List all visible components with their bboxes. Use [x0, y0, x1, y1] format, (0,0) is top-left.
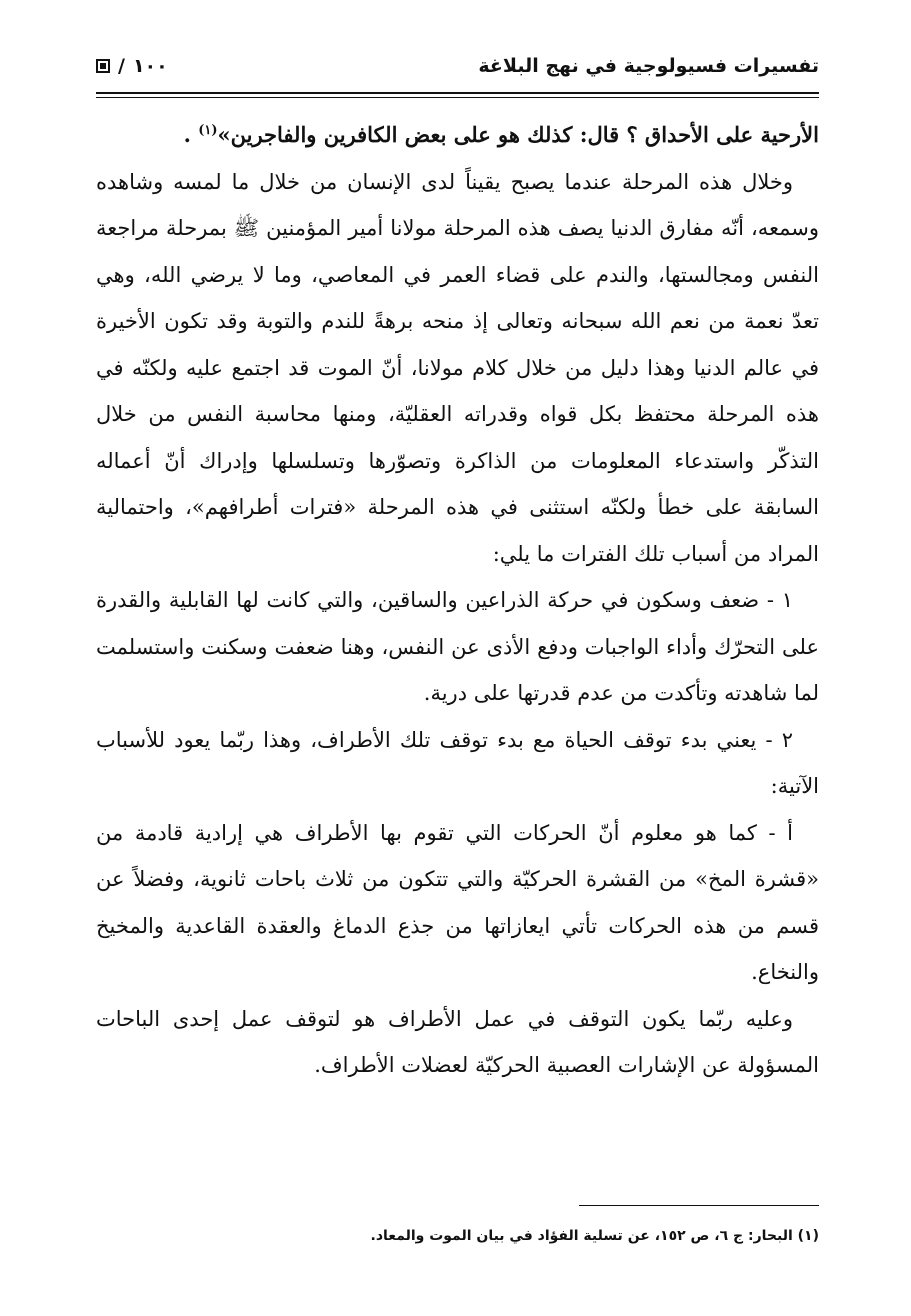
header-rule	[96, 92, 819, 94]
paragraph-6: وعليه ربّما يكون التوقف في عمل الأطراف هو لتوقف عمل إحدى الباحات المسؤولة عن الإشارات العصبية الحركيّة لعضلات الأطراف.	[96, 1006, 819, 1077]
footnote-text: البحار: ج ٦، ص ١٥٢، عن تسلية الفؤاد في بيان الموت والمعاد.	[370, 1228, 793, 1244]
square-ornament-icon	[96, 59, 110, 73]
footnote-marker: (١)	[797, 1228, 819, 1244]
footnote-rule	[579, 1205, 819, 1206]
page-number: ١٠٠	[132, 55, 168, 77]
body-text	[96, 112, 819, 1089]
header-rule-thin	[96, 97, 819, 98]
paragraph-1-text: الأرحية على الأحداق ؟ قال: كذلك هو على بعض الكافرين والفاجرين»	[217, 122, 819, 147]
page-number-separator: /	[118, 55, 125, 77]
running-title: تفسيرات فسيولوجية في نهج البلاغة	[478, 55, 819, 77]
footnote-ref: (١)	[198, 123, 218, 138]
paragraph-1-tail: .	[183, 122, 199, 147]
paragraph-3: ١ - ضعف وسكون في حركة الذراعين والساقين، والتي كانت لها القابلية والقدرة على التحرّك وأداء الواجبات ودفع الأذى عن النفس، وهنا ضعفت وسكنت واستسلمت لما شاهدته وتأكدت من عدم قدرتها على درية.	[96, 588, 819, 705]
paragraph-1	[96, 112, 819, 159]
paragraph-2: وخلال هذه المرحلة عندما يصبح يقيناً لدى الإنسان من خلال ما لمسه وشاهده وسمعه، أنّه مفارق الدنيا يصف هذه المرحلة مولانا أمير المؤمنين ﷺ بمرحلة مراجعة النفس ومجالستها، والندم على قضاء العمر في المعاصي، وما لا يرضي الله، وهي تعدّ نعمة من نعم الله سبحانه وتعالى إذ منحه برهةً للندم والتوبة وقد تكون الأخيرة في عالم الدنيا وهذا دليل من خلال كلام مولانا، أنّ الموت قد اجتمع عليه ولكنّه في هذه المرحلة محتفظ بكل قواه وقدراته العقليّة، ومنها محاسبة النفس من خلال التذكّر واستدعاء المعلومات من الذاكرة وتصوّرها وتسلسلها وإدراك أنّ أعماله السابقة على خطأ ولكنّه استثنى في هذه المرحلة «فترات أطرافهم»، واحتمالية المراد من أسباب تلك الفترات ما يلي:	[96, 169, 819, 566]
page-header	[96, 42, 819, 90]
paragraph-5: أ - كما هو معلوم أنّ الحركات التي تقوم بها الأطراف هي إرادية قادمة من «قشرة المخ» من القشرة الحركيّة والتي تتكون من ثلاث باحات ثانوية، وفضلاً عن قسم من هذه الحركات تأتي ايعازاتها من جذع الدماغ والعقدة القاعدية والمخيخ والنخاع.	[96, 820, 819, 984]
footnote	[96, 1228, 819, 1244]
paragraph-4: ٢ - يعني بدء توقف الحياة مع بدء توقف تلك الأطراف، وهذا ربّما يعود للأسباب الآتية:	[96, 727, 819, 798]
page-number-block	[96, 55, 168, 77]
